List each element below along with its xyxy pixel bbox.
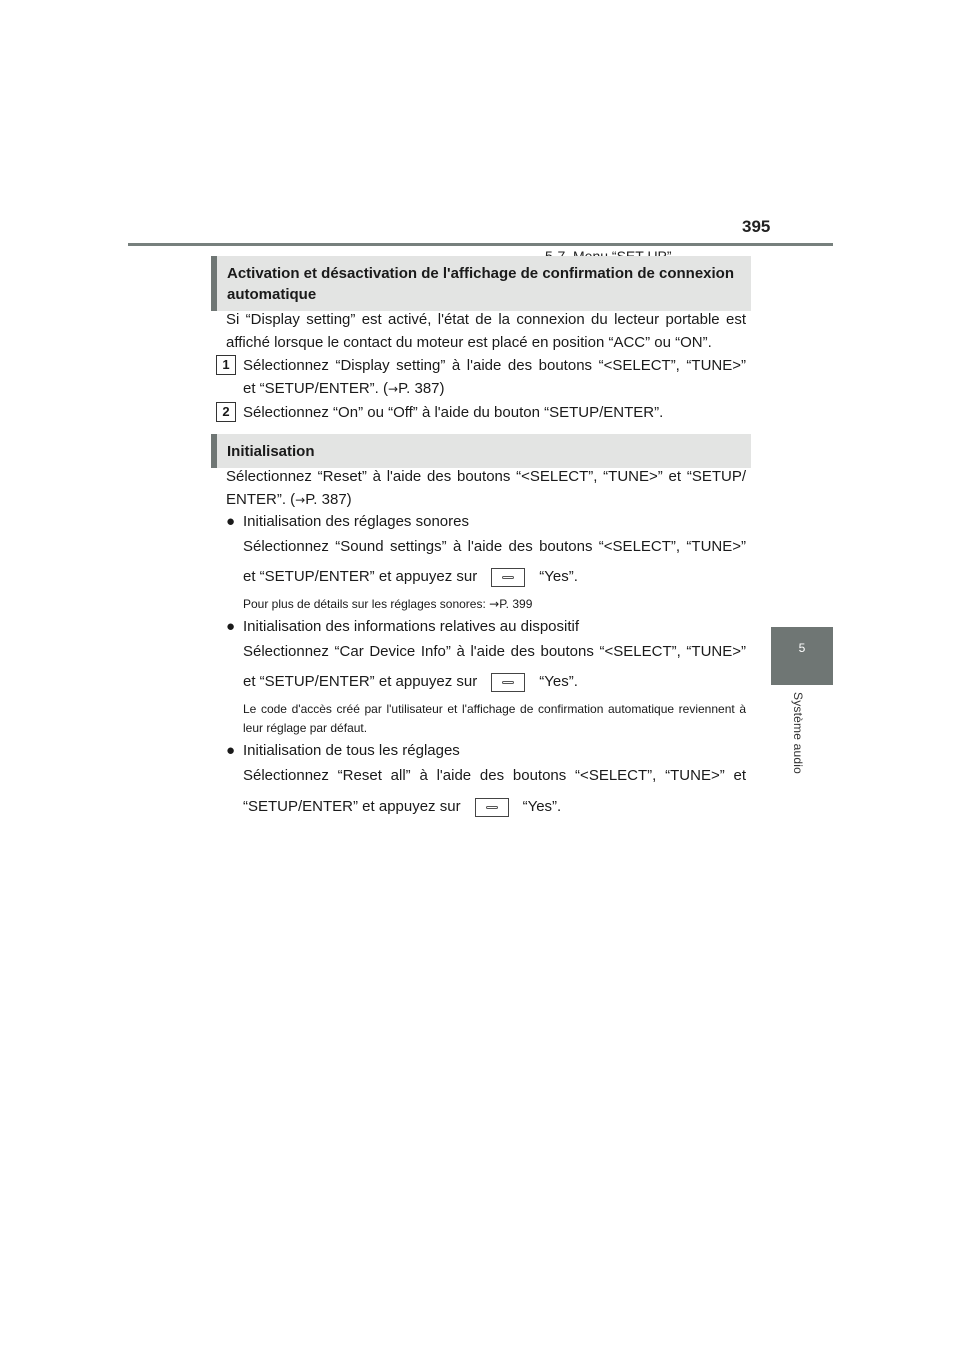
setup-enter-key-icon — [475, 798, 509, 817]
all-line2-after: “Yes”. — [522, 798, 562, 815]
step1-line1: Sélectionnez “Display setting” à l'aide des boutons “<SELECT”, “TUNE>” — [243, 357, 746, 374]
device-line2-before: et “SETUP/ENTER” et appuyez sur — [243, 673, 478, 690]
key-symbol-icon — [502, 576, 514, 579]
all-heading: Initialisation de tous les réglages — [243, 742, 460, 759]
init-intro-line2 — [226, 488, 746, 512]
sound-note-ref: P. 399 — [499, 597, 533, 611]
chapter-tab — [771, 627, 833, 685]
section-title-initialisation: Initialisation — [211, 434, 751, 468]
sound-line2 — [243, 565, 746, 588]
page-number: 395 — [742, 217, 771, 236]
chapter-tab-number: 5 — [798, 641, 806, 655]
init-page-ref: P. 387) — [305, 491, 352, 508]
page-ref-arrow-icon: → — [295, 493, 306, 507]
sound-note-text: Pour plus de détails sur les réglages sonores: — [243, 597, 486, 611]
bullet-icon: ● — [226, 618, 236, 635]
chapter-tab-label: Système audio — [791, 692, 805, 774]
bullet-icon: ● — [226, 742, 236, 759]
all-line2-before: “SETUP/ENTER” et appuyez sur — [243, 798, 461, 815]
sound-heading: Initialisation des réglages sonores — [243, 513, 469, 530]
device-note: Le code d'accès créé par l'utilisateur et l'affichage de confirmation automatique reviennent à leur réglage par défaut. — [243, 702, 746, 735]
sound-note — [243, 595, 746, 614]
step-number-2: 2 — [216, 402, 236, 422]
sound-line1: Sélectionnez “Sound settings” à l'aide des boutons “<SELECT”, “TUNE>” — [243, 538, 746, 555]
all-line2 — [243, 795, 746, 818]
setup-enter-key-icon — [491, 568, 525, 587]
bullet-icon: ● — [226, 513, 236, 530]
step2-text: Sélectionnez “On” ou “Off” à l'aide du bouton “SETUP/ENTER”. — [243, 404, 664, 421]
device-line2 — [243, 670, 746, 693]
device-line1: Sélectionnez “Car Device Info” à l'aide des boutons “<SELECT”, “TUNE>” — [243, 643, 746, 660]
device-line2-after: “Yes”. — [539, 673, 578, 690]
device-heading: Initialisation des informations relatives au dispositif — [243, 618, 579, 635]
all-line1: Sélectionnez “Reset all” à l'aide des boutons “<SELECT”, “TUNE>” et — [243, 767, 746, 784]
section-title-display-setting: Activation et désactivation de l'affichage de confirmation de connexion automatique — [211, 256, 751, 311]
step1-line2-text: et “SETUP/ENTER”. ( — [243, 380, 389, 397]
page-ref-arrow-icon: → — [388, 382, 399, 396]
step1-line2 — [243, 377, 746, 401]
page-ref-arrow-icon: → — [489, 597, 500, 611]
init-intro-line1: Sélectionnez “Reset” à l'aide des boutons “<SELECT”, “TUNE>” et “SETUP/ — [226, 468, 746, 485]
sound-line2-after: “Yes”. — [539, 568, 578, 585]
init-intro-line2-text: ENTER”. ( — [226, 491, 296, 508]
step1-page-ref: P. 387) — [398, 380, 445, 397]
header-divider — [128, 243, 833, 246]
key-symbol-icon — [502, 681, 514, 684]
setup-enter-key-icon — [491, 673, 525, 692]
display-intro: Si “Display setting” est activé, l'état de la connexion du lecteur portable est affiché lorsque le contact du moteur est placé en position “ACC” ou “ON”. — [226, 311, 746, 351]
sound-line2-before: et “SETUP/ENTER” et appuyez sur — [243, 568, 478, 585]
key-symbol-icon — [486, 806, 498, 809]
step-number-1: 1 — [216, 355, 236, 375]
